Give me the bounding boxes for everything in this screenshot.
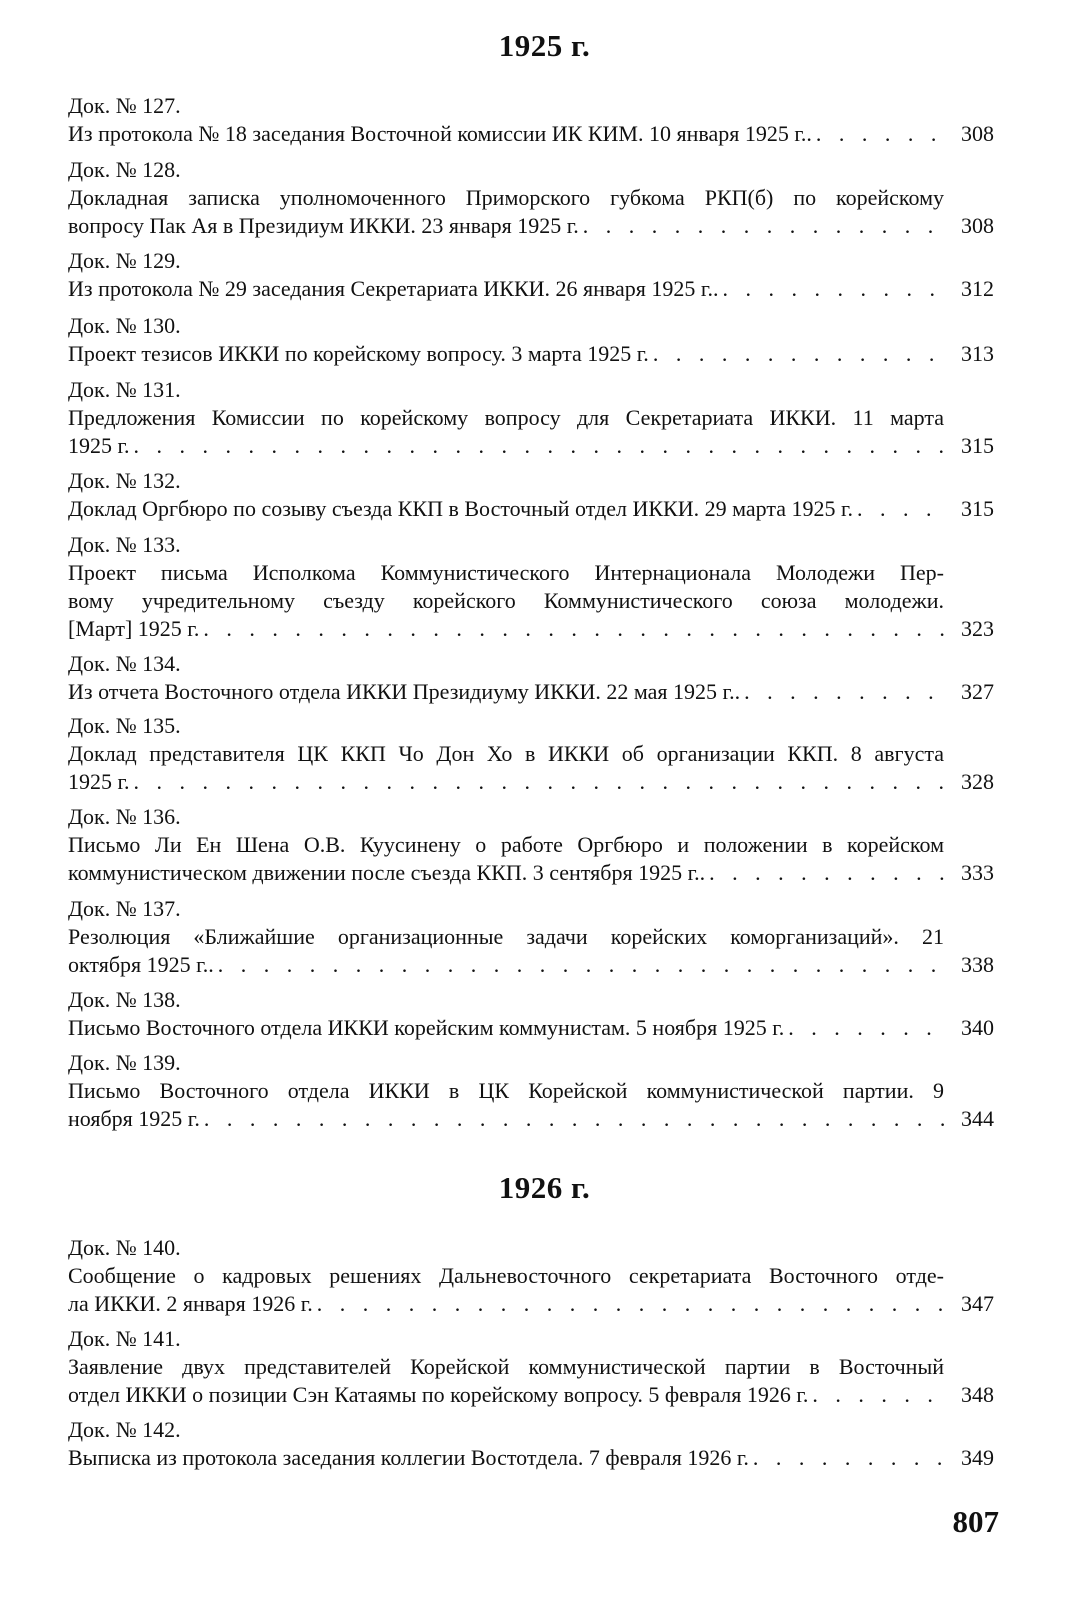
doc-number: Док. № 130. <box>68 313 181 338</box>
entry-last-line <box>68 212 994 240</box>
entry-title: Из протокола № 18 заседания Восточной комиссии ИК КИМ. 10 января 1925 г.. <box>68 121 812 146</box>
dot-leader <box>857 495 946 523</box>
page-reference: 347 <box>961 1291 994 1316</box>
toc-entry <box>68 1234 994 1318</box>
toc-entry <box>68 1049 994 1133</box>
entry-title: Из отчета Восточного отдела ИККИ Президиуму ИККИ. 22 мая 1925 г.. <box>68 679 741 704</box>
entry-last-line <box>68 1105 994 1133</box>
dot-leader <box>218 951 946 979</box>
section-year-heading: 1925 г. <box>498 28 591 63</box>
entry-title-line: вому учредительному съезду корейского Коммунистического союза молодежи. <box>68 588 944 613</box>
entry-last-line <box>68 432 994 460</box>
toc-entry <box>68 803 994 887</box>
entry-title: отдел ИККИ о позиции Сэн Катаямы по корейскому вопросу. 5 февраля 1926 г. <box>68 1382 809 1407</box>
entry-title-line: Доклад представителя ЦК ККП Чо Дон Хо в ИККИ об организации ККП. 8 августа <box>68 741 944 766</box>
entry-last-line <box>68 1290 994 1318</box>
page-reference: 312 <box>961 276 994 301</box>
entry-title: Выписка из протокола заседания коллегии Востотдела. 7 февраля 1926 г. <box>68 1445 749 1470</box>
entry-title-line: Заявление двух представителей Корейской коммунистической партии в Восточный <box>68 1354 944 1379</box>
entry-title: коммунистическом движении после съезда ККП. 3 сентября 1925 г.. <box>68 860 706 885</box>
toc-entry <box>68 1325 994 1409</box>
page-reference: 315 <box>961 433 994 458</box>
entry-last-line <box>68 275 994 303</box>
toc-entry <box>68 531 994 643</box>
toc-entry <box>68 156 994 240</box>
dot-leader <box>583 212 946 240</box>
toc-entry <box>68 895 994 979</box>
dot-leader <box>134 768 946 796</box>
toc-entry <box>68 467 994 523</box>
doc-number: Док. № 128. <box>68 157 181 182</box>
entry-title: ла ИККИ. 2 января 1926 г. <box>68 1291 313 1316</box>
entry-title-line: Предложения Комиссии по корейскому вопросу для Секретариата ИККИ. 11 марта <box>68 405 944 430</box>
dot-leader <box>812 1381 946 1409</box>
dot-leader <box>788 1014 946 1042</box>
toc-entry <box>68 986 994 1042</box>
doc-number: Док. № 138. <box>68 987 181 1012</box>
doc-number: Док. № 135. <box>68 713 181 738</box>
doc-number: Док. № 127. <box>68 93 181 118</box>
entry-last-line <box>68 495 994 523</box>
toc-entry <box>68 376 994 460</box>
doc-number: Док. № 132. <box>68 468 181 493</box>
doc-number: Док. № 136. <box>68 804 181 829</box>
page-reference: 340 <box>961 1015 994 1040</box>
dot-leader <box>722 275 946 303</box>
entry-title-line: Письмо Восточного отдела ИККИ в ЦК Корейской коммунистической партии. 9 <box>68 1078 944 1103</box>
dot-leader <box>753 1444 946 1472</box>
entry-title: ноября 1925 г. <box>68 1106 200 1131</box>
entry-title: Доклад Оргбюро по созыву съезда ККП в Восточный отдел ИККИ. 29 марта 1925 г. <box>68 496 854 521</box>
page-reference: 349 <box>961 1445 994 1470</box>
page-reference: 333 <box>961 860 994 885</box>
entry-title-line: Докладная записка уполномоченного Приморского губкома РКП(б) по корейскому <box>68 185 944 210</box>
page-reference: 323 <box>961 616 994 641</box>
entry-last-line <box>68 678 994 706</box>
dot-leader <box>204 1105 946 1133</box>
doc-number: Док. № 141. <box>68 1326 181 1351</box>
page-reference: 308 <box>961 213 994 238</box>
toc-entry <box>68 92 994 148</box>
doc-number: Док. № 137. <box>68 896 181 921</box>
entry-last-line <box>68 1444 994 1472</box>
entry-last-line <box>68 768 994 796</box>
entry-title: Проект тезисов ИККИ по корейскому вопросу. 3 марта 1925 г. <box>68 341 649 366</box>
entry-title: вопросу Пак Ая в Президиум ИККИ. 23 января 1925 г. <box>68 213 579 238</box>
doc-number: Док. № 131. <box>68 377 181 402</box>
entry-last-line <box>68 951 994 979</box>
entry-last-line <box>68 1014 994 1042</box>
entry-title-line: Резолюция «Ближайшие организационные задачи корейских коморганизаций». 21 <box>68 924 944 949</box>
entry-title: Из протокола № 29 заседания Секретариата ИККИ. 26 января 1925 г.. <box>68 276 719 301</box>
entry-title: [Март] 1925 г. <box>68 616 200 641</box>
entry-title-line: Сообщение о кадровых решениях Дальневосточного секретариата Восточного отде- <box>68 1263 944 1288</box>
toc-entry <box>68 312 994 368</box>
entry-title-line: Письмо Ли Ен Шена О.В. Куусинену о работе Оргбюро и положении в корейском <box>68 832 944 857</box>
toc-entry <box>68 1416 994 1472</box>
page-reference: 313 <box>961 341 994 366</box>
toc-entry <box>68 650 994 706</box>
doc-number: Док. № 134. <box>68 651 181 676</box>
page-reference: 315 <box>961 496 994 521</box>
entry-title: Письмо Восточного отдела ИККИ корейским коммунистам. 5 ноября 1925 г. <box>68 1015 785 1040</box>
entry-last-line <box>68 340 994 368</box>
section-year-heading: 1926 г. <box>498 1170 591 1205</box>
doc-number: Док. № 139. <box>68 1050 181 1075</box>
doc-number: Док. № 140. <box>68 1235 181 1260</box>
dot-leader <box>203 615 946 643</box>
page-reference: 348 <box>961 1382 994 1407</box>
entry-title: 1925 г. <box>68 769 130 794</box>
page-reference: 327 <box>961 679 994 704</box>
entry-last-line <box>68 120 994 148</box>
dot-leader <box>709 859 946 887</box>
dot-leader <box>744 678 946 706</box>
page-reference: 328 <box>961 769 994 794</box>
entry-title-line: Проект письма Исполкома Коммунистического Интернационала Молодежи Пер- <box>68 560 944 585</box>
entry-last-line <box>68 615 994 643</box>
dot-leader <box>816 120 946 148</box>
toc-entry <box>68 247 994 303</box>
doc-number: Док. № 129. <box>68 248 181 273</box>
entry-title: октября 1925 г.. <box>68 952 214 977</box>
page-reference: 308 <box>961 121 994 146</box>
entry-last-line <box>68 859 994 887</box>
dot-leader <box>653 340 946 368</box>
entry-title: 1925 г. <box>68 433 130 458</box>
page-reference: 338 <box>961 952 994 977</box>
page-reference: 344 <box>961 1106 994 1131</box>
doc-number: Док. № 133. <box>68 532 181 557</box>
entry-last-line <box>68 1381 994 1409</box>
dot-leader <box>317 1290 946 1318</box>
dot-leader <box>134 432 946 460</box>
toc-entry <box>68 712 994 796</box>
doc-number: Док. № 142. <box>68 1417 181 1442</box>
page-number: 807 <box>952 1504 999 1539</box>
